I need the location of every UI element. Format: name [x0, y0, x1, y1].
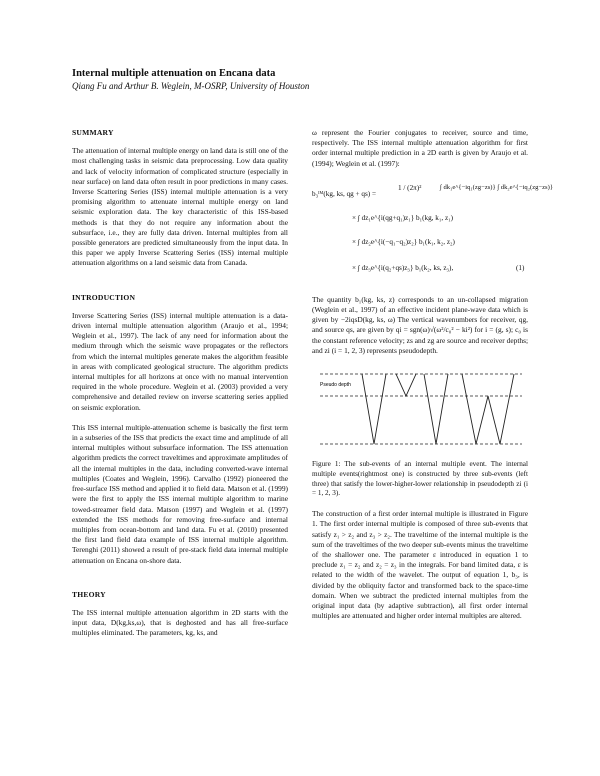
summary-heading: SUMMARY [72, 128, 114, 137]
introduction-paragraph-1: Inverse Scattering Series (ISS) internal multiple attenuation is a data-driven internal multiple attenuation algorithm (Araujo et al., 1994; Weglein et al., 1997). The lack of any need for information about the medium through which the seismic wave propagates or the reflectors from which the internal multiples generate makes the algorithm feasible in areas with complicated geological structure. The algorithm predicts internal multiples for all horizons at once with no manual intervention required in the whole procedure. Weglein et al. (2003) provided a very comprehensive and detailed review on inverse scattering series applied on seismic exploration. [72, 310, 288, 412]
equation-line-2: × ∫ dz₁e^{i(qg+q₁)z₁} b₁(kg, k₁, z₁) [352, 213, 454, 222]
paper-title: Internal multiple attenuation on Encana data [72, 68, 276, 79]
theory-paragraph-2: ω represent the Fourier conjugates to receiver, source and time, respectively. The ISS internal multiple attenuation algorithm for first order internal multiple prediction in a 2D earth is given by Araujo et al. (1994); Weglein et al. (1997): [312, 128, 528, 168]
introduction-paragraph-2: This ISS internal multiple-attenuation scheme is basically the first term in a subseries of the ISS that predicts the exact time and amplitude of all internal multiples without subsurface information. The ISS attenuation algorithm predicts the correct traveltimes and approximate amplitudes of all the internal multiples in the data, including converted-wave internal multiples (Coates and Weglein, 1996). Carvalho (1992) pioneered the free-surface ISS method and applied it to field data. Matson et al. (1999) were the first to apply the ISS internal multiple algorithm to marine towed-streamer field data. Matson (1997) and Weglein et al. (1997) extended the ISS methods for removing free-surface and internal multiples from ocean-bottom and land data. Fu et al. (2010) presented the first land field data example of ISS internal multiple algorithm. Terenghi (2011) showed a result of pre-stack field data internal multiple attenuation on Encana on-shore data. [72, 422, 288, 565]
figure-1-caption: Figure 1: The sub-events of an internal multiple event. The internal multiple events(rightmost one) is constructed by three sub-events (left three) that satisfy the lower-higher-lower relationship in pseudodepth zi (i = 1, 2, 3). [312, 460, 528, 498]
equation-line-1: ∫ dk₁e^{−iq₁(zg−zs)} ∫ dk₂e^{−iq₂(zg−zs)} [440, 183, 553, 191]
sub-event-3 [424, 374, 448, 444]
equation-line-4: × ∫ dz₃e^{i(q₂+qs)z₃} b₁(k₂, ks, z₃), [352, 263, 454, 272]
summary-text: The attenuation of internal multiple energy on land data is still one of the most challenging tasks in seismic data preprocessing. Low data quality and lack of velocity information of complicated structure (especially in near surface) on land data often result in poor predictions in many cases. Inverse Scattering Series (ISS) internal multiple attenuation is a very promising algorithm to attenuate internal multiple energy on land seismic exploration data. The key characteristic of this ISS-based methods is that they do not require any information about the subsurface, i.e., they are fully data driven. Internal multiples from all possible generators are predicted simultaneously from the input data. In this paper we apply Inverse Scattering Series (ISS) internal multiple attenuation algorithms on a land seismic data from Canada. [72, 146, 288, 268]
theory-paragraph-1: The ISS internal multiple attenuation algorithm in 2D starts with the input data, D(kg,ks,ω), that is deghosted and has all free-surface multiples eliminated. The parameters, kg, ks, and [72, 607, 288, 638]
equation-fraction: 1 / (2π)² [398, 183, 422, 192]
pseudo-depth-label: Pseudo depth [320, 382, 351, 389]
internal-multiple-event [462, 374, 514, 444]
theory-paragraph-4: The construction of a first order internal multiple is illustrated in Figure 1. The first order internal multiple is composed of three sub-events that satisfy z₁ > z₂ and z₃ > z₂. The traveltime of the internal multiple is the sum of the traveltimes of the two deeper sub-events minus the traveltime of the shallower one. The parameter ε introduced in equation 1 to preclude z₁ = z₂ and z₂ = z₃ in the integrals. For band limited data, ε is related to the width of the wavelet. The output of equation 1, b₃, is divided by the obliquity factor and transformed back to the space-time domain. When we subtract the predicted internal multiples from the original input data (by adaptive subtraction), all first order internal multiples are attenuated and higher order internal multiples are altered. [312, 509, 528, 621]
paper-authors: Qiang Fu and Arthur B. Weglein, M-OSRP, University of Houston [72, 81, 310, 91]
sub-events-diagram [312, 366, 528, 454]
right-column [312, 128, 553, 631]
introduction-heading: INTRODUCTION [72, 292, 136, 302]
equation-1 [312, 179, 553, 289]
theory-heading: THEORY [72, 589, 106, 599]
left-column [72, 128, 288, 649]
sub-event-2 [396, 374, 416, 396]
sub-event-1 [362, 374, 386, 444]
theory-paragraph-3: The quantity b₁(kg, ks, z) corresponds to an un-collapsed migration (Weglein et al., 1997) of an effective incident plane-wave data which is given by −2iqsD(kg, ks, ω) The vertical wavenumbers for receiver, qg, and source qs, are given by qi = sgn(ω)√(ω²/c₀² − ki²) for i = (g, s); c₀ is the constant reference velocity; zs and zg are source and receiver depths; and zi (i = 1, 2, 3) represents pseudodepth. [312, 294, 528, 355]
equation-line-3: × ∫ dz₂e^{i(−q₁−q₂)z₂} b₁(k₁, k₂, z₂) [352, 237, 455, 246]
equation-lhs: b₃ᴵᴹ(kg, ks, qg + qs) = [312, 189, 377, 198]
equation-number: (1) [516, 263, 525, 272]
figure-1 [312, 366, 528, 454]
